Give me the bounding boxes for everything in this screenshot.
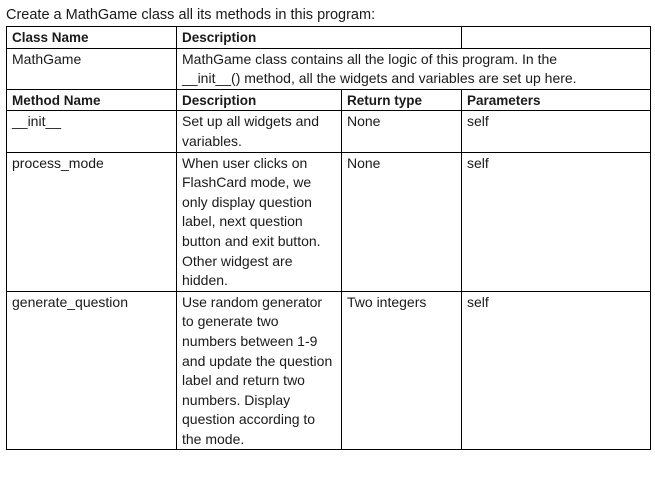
class-description-header: Description (177, 27, 462, 49)
table-row (7, 152, 651, 291)
parameters-cell: self (462, 111, 651, 152)
class-description-line-2: __init__() method, all the widgets and variables are set up here. (182, 70, 577, 87)
table-row (7, 291, 651, 450)
method-name-cell: __init__ (7, 111, 177, 152)
return-type-cell: Two integers (342, 291, 462, 450)
method-name-cell: process_mode (7, 152, 177, 291)
method-description-header: Description (177, 89, 342, 111)
class-description-line-1: MathGame class contains all the logic of this program. In the (182, 50, 558, 67)
return-type-header: Return type (342, 89, 462, 111)
method-description-cell: When user clicks on FlashCard mode, we only display question label, next question button and exit button. Other widgest are hidden. (177, 152, 342, 291)
class-description-cell (177, 48, 651, 89)
class-name-cell: MathGame (7, 48, 177, 89)
return-type-cell: None (342, 152, 462, 291)
parameters-cell: self (462, 152, 651, 291)
method-name-cell: generate_question (7, 291, 177, 450)
method-name-header: Method Name (7, 89, 177, 111)
intro-text: Create a MathGame class all its methods in this program: (6, 7, 376, 23)
spec-table (6, 26, 651, 450)
class-header-row (7, 27, 651, 49)
method-description-cell: Set up all widgets and variables. (177, 111, 342, 152)
empty-cell (462, 27, 651, 49)
return-type-cell: None (342, 111, 462, 152)
class-name-header: Class Name (7, 27, 177, 49)
parameters-cell: self (462, 291, 651, 450)
method-description-cell: Use random generator to generate two numbers between 1-9 and update the question label and return two numbers. Display question according to the mode. (177, 291, 342, 450)
class-row (7, 48, 651, 89)
method-header-row (7, 89, 651, 111)
parameters-header: Parameters (462, 89, 651, 111)
table-row (7, 111, 651, 152)
